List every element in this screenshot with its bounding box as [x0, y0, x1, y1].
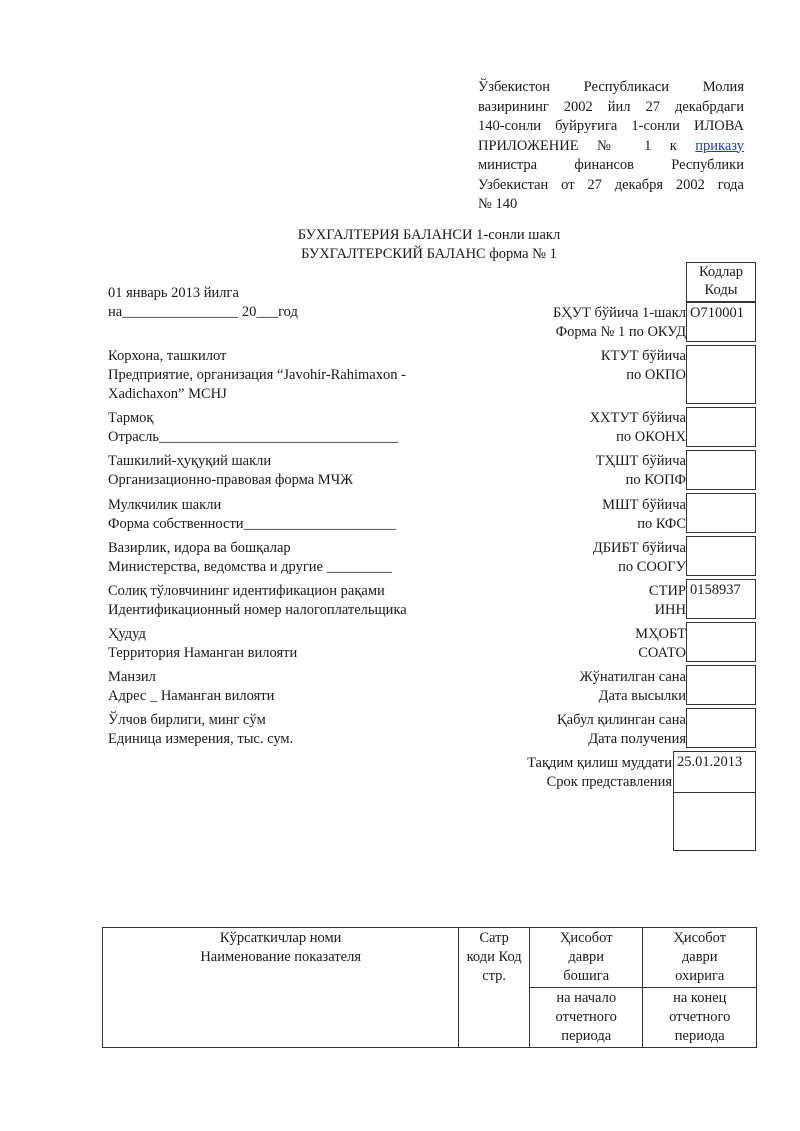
sent-date-label: Жўнатилган сана Дата высылки	[579, 669, 686, 704]
deadline-field[interactable]: 25.01.2013	[673, 751, 756, 793]
period-end-header-ru: на конец отчетного периода	[643, 988, 757, 1048]
ministry-label: Вазирлик, идора ва бошқалар Министерства, ведомства и другие _________	[108, 540, 392, 575]
inn-label: СТИР ИНН	[648, 583, 686, 618]
okonh-code-field[interactable]	[686, 407, 756, 447]
address-label: Манзил Адрес _ Наманган вилояти	[108, 669, 275, 704]
legal-form-label: Ташкилий-ҳуқуқий шакли Организационно-правовая форма МЧЖ	[108, 453, 354, 488]
soato-code-field[interactable]	[686, 622, 756, 662]
line-code-header: Сатр коди Код стр.	[459, 928, 530, 1048]
okonh-label: ХХТУТ бўйича по ОКОНХ	[589, 410, 686, 445]
soogu-code-field[interactable]	[686, 536, 756, 576]
legal-reference	[478, 78, 744, 215]
form-title: БУХГАЛТЕРИЯ БАЛАНСИ 1-сонли шакл БУХГАЛТЕРСКИЙ БАЛАНС форма № 1	[297, 227, 561, 262]
legal-ref-line: Узбекистан от 27 декабря 2002 года	[478, 176, 744, 193]
soato-label: МҲОБТ СОАТО	[635, 626, 686, 661]
kopf-code-field[interactable]	[686, 450, 756, 490]
balance-table-header	[102, 927, 757, 1048]
legal-ref-line: министра финансов Республики	[478, 157, 744, 173]
legal-ref-line: № 140	[478, 196, 518, 212]
blank-code-box[interactable]	[673, 792, 756, 851]
legal-ref-line: ПРИЛОЖЕНИЕ № 1 к приказу	[478, 137, 744, 154]
enterprise-label: Корхона, ташкилот Предприятие, организация “Javohir-Rahimaxon - Xadichaxon” MCHJ	[108, 348, 406, 402]
received-date-label: Қабул қилинган сана Дата получения	[557, 712, 686, 747]
okud-label: БҲУТ бўйича 1-шакл Форма № 1 по ОКУД	[552, 305, 686, 340]
period-start-header-ru: на начало отчетного периода	[529, 988, 643, 1048]
okpo-label: КТУТ бўйича по ОКПО	[600, 348, 686, 383]
period-start-header-uz: Ҳисобот даври бошига	[529, 928, 643, 988]
sent-date-field[interactable]	[686, 665, 756, 705]
kfs-code-field[interactable]	[686, 493, 756, 533]
legal-ref-line: Ўзбекистон Республикаси Молия	[478, 79, 744, 95]
inn-code-field[interactable]: 0158937	[686, 579, 756, 619]
received-date-field[interactable]	[686, 708, 756, 748]
territory-label: Ҳудуд Территория Наманган вилояти	[108, 626, 298, 661]
period-end-header-uz: Ҳисобот даври охирига	[643, 928, 757, 988]
indicator-name-header: Кўрсаткичлар номи Наименование показателя	[103, 928, 459, 1048]
industry-label: Тармоқ Отрасль_________________________________	[108, 410, 399, 445]
deadline-label: Тақдим қилиш муддати Срок представления	[527, 755, 672, 790]
legal-ref-line: 140-сонли буйруғига 1-сонли ИЛОВА	[478, 118, 744, 134]
okpo-code-field[interactable]	[686, 345, 756, 404]
order-link[interactable]: приказу	[695, 137, 744, 154]
kfs-label: МШТ бўйича по КФС	[602, 497, 686, 532]
kopf-label: ТҲШТ бўйича по КОПФ	[595, 453, 686, 488]
okud-code-field[interactable]: О710001	[686, 302, 756, 342]
codes-header: Кодлар Коды	[686, 262, 756, 302]
taxpayer-id-label: Солиқ тўловчининг идентификацион рақами Идентификационный номер налогоплательщика	[108, 583, 407, 618]
legal-ref-line: вазирининг 2002 йил 27 декабрдаги	[478, 98, 744, 115]
unit-label: Ўлчов бирлиги, минг сўм Единица измерения, тыс. сум.	[108, 712, 294, 747]
soogu-label: ДБИБТ бўйича по СООГУ	[592, 540, 686, 575]
ownership-label: Мулкчилик шакли Форма собственности_____________________	[108, 497, 396, 532]
report-date: 01 январь 2013 йилга на________________ 20___год	[108, 285, 298, 320]
